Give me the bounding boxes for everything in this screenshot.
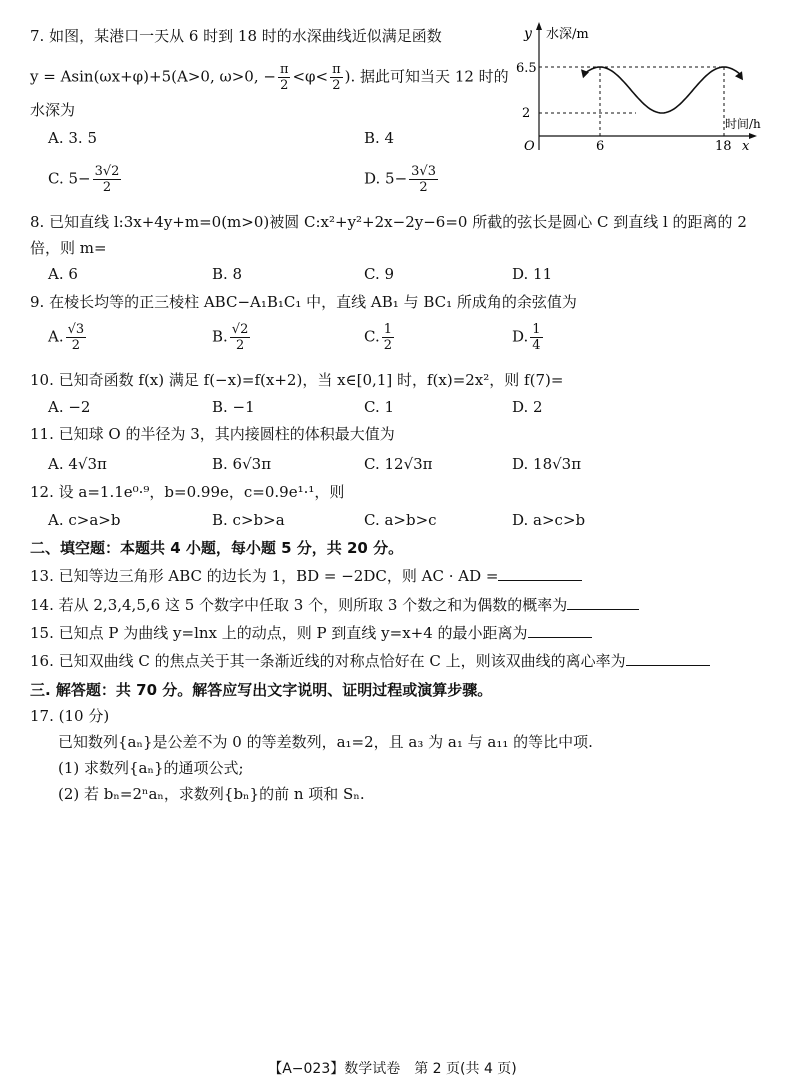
q15 [30, 623, 592, 643]
q7-option-d-num: 3√3 [411, 164, 436, 179]
q9-option-b-den: 2 [235, 338, 245, 353]
q7-fraction-right [330, 62, 343, 93]
q12-option-c[interactable]: C. a>b>c [364, 511, 437, 529]
q9-line1: 9. 在棱长均等的正三棱柱 ABC−A₁B₁C₁ 中，直线 AB₁ 与 BC₁ 所成角的余弦值为 [30, 293, 577, 311]
q16-text: 16. 已知双曲线 C 的焦点关于其一条渐近线的对称点恰好在 C 上，则该双曲线的离心率为 [30, 652, 626, 670]
q9-option-b-num: √2 [231, 322, 249, 337]
x-axis-label: x [742, 139, 750, 154]
q15-answer-blank[interactable] [528, 623, 592, 638]
q8-option-b[interactable]: B. 8 [212, 265, 243, 283]
q7-option-d-label: D. 5− [364, 169, 408, 188]
q7-line2 [30, 62, 509, 93]
q11-option-d[interactable]: D. 18√3π [512, 455, 582, 473]
q9-option-b[interactable] [212, 322, 252, 353]
q17-part1: (1) 求数列{aₙ}的通项公式; [58, 759, 244, 777]
q9-option-d-frac [530, 322, 542, 353]
q9-option-a-den: 2 [71, 338, 81, 353]
q7-option-b[interactable]: B. 4 [364, 129, 395, 147]
q14-answer-blank[interactable] [567, 595, 639, 610]
q10-option-a[interactable]: A. −2 [48, 398, 91, 416]
q10-option-b[interactable]: B. −1 [212, 398, 255, 416]
q9-option-b-frac [230, 322, 251, 353]
q8-line1: 8. 已知直线 l:3x+4y+m=0(m>0)被圆 C:x²+y²+2x−2y−6=0 所截的弦长是圆心 C 到直线 l 的距离的 2 [30, 213, 747, 231]
q17-line1: 已知数列{aₙ}是公差不为 0 的等差数列，a₁=2，且 a₃ 为 a₁ 与 a₁₁ 的等比中项. [58, 733, 593, 751]
q11-option-c[interactable]: C. 12√3π [364, 455, 433, 473]
x-axis-arrow [749, 133, 757, 139]
q9-option-a-num: √3 [67, 322, 85, 337]
q7-frac-right-num: π [332, 62, 341, 77]
q14-text: 14. 若从 2,3,4,5,6 这 5 个数字中任取 3 个，则所取 3 个数之和为偶数的概率为 [30, 596, 568, 614]
q9-option-c-label: C. [364, 327, 380, 346]
q14 [30, 595, 639, 615]
q12-option-b[interactable]: B. c>b>a [212, 511, 285, 529]
q8-option-a[interactable]: A. 6 [48, 265, 78, 283]
q7-frac-left-den: 2 [280, 78, 289, 93]
q10-option-d[interactable]: D. 2 [512, 398, 543, 416]
q9-option-a-frac [66, 322, 87, 353]
q7-option-c-num: 3√2 [94, 164, 120, 179]
q9-option-c-frac [382, 322, 394, 353]
y-tick-6-5: 6.5 [516, 61, 537, 76]
q9-option-d[interactable] [512, 322, 545, 353]
q7-function: y = Asin(ωx+φ)+5 [30, 67, 172, 86]
q7-option-d-den: 2 [419, 180, 428, 195]
q7-option-c-label: C. 5− [48, 169, 91, 188]
q9-option-a[interactable] [48, 322, 88, 353]
q7-option-d[interactable] [364, 164, 440, 195]
q8-option-d[interactable]: D. 11 [512, 265, 553, 283]
q15-text: 15. 已知点 P 为曲线 y=lnx 上的动点，则 P 到直线 y=x+4 的最小距离为 [30, 624, 528, 642]
y-axis-label: y [524, 26, 532, 42]
q10-line1: 10. 已知奇函数 f(x) 满足 f(−x)=f(x+2)，当 x∈[0,1] 时，f(x)=2x²，则 f(7)= [30, 371, 564, 389]
q7-frac-left-num: π [279, 62, 289, 77]
q7-option-c[interactable] [48, 164, 123, 195]
q7-condition: (A>0, ω>0, − [171, 67, 276, 86]
page-footer: 【A−023】数学试卷 第 2 页(共 4 页) [268, 1061, 517, 1077]
q13 [30, 566, 582, 586]
q8-line2: 倍，则 m= [30, 239, 107, 257]
x-tick-6: 6 [596, 139, 605, 154]
x-tick-18: 18 [715, 139, 732, 154]
origin-label: O [524, 139, 535, 154]
q7-option-c-frac [93, 164, 122, 195]
q13-answer-blank[interactable] [498, 566, 582, 581]
y-tick-2: 2 [522, 106, 531, 121]
q16 [30, 651, 710, 671]
q9-option-d-num: 1 [532, 322, 541, 337]
q7-line2-end: ). 据此可知当天 12 时的 [344, 67, 509, 86]
q11-option-b[interactable]: B. 6√3π [212, 455, 272, 473]
q9-option-c-num: 1 [383, 322, 392, 337]
sine-curve [584, 67, 740, 113]
q12-line1: 12. 设 a=1.1e⁰·⁹，b=0.99e，c=0.9e¹·¹，则 [30, 483, 345, 501]
q9-option-c[interactable] [364, 322, 396, 353]
q11-line1: 11. 已知球 O 的半径为 3，其内接圆柱的体积最大值为 [30, 425, 395, 443]
q7-option-a[interactable]: A. 3. 5 [48, 129, 97, 147]
q7-condition-mid: <φ< [292, 67, 329, 86]
q8-option-c[interactable]: C. 9 [364, 265, 395, 283]
q12-option-d[interactable]: D. a>c>b [512, 511, 586, 529]
section-2-heading: 二、填空题：本题共 4 小题，每小题 5 分，共 20 分。 [30, 539, 404, 557]
q9-option-b-label: B. [212, 327, 228, 346]
y-axis-unit: 水深/m [546, 27, 589, 42]
q7-line1: 7. 如图，某港口一天从 6 时到 18 时的水深曲线近似满足函数 [30, 27, 442, 45]
q17-part2: (2) 若 bₙ=2ⁿaₙ，求数列{bₙ}的前 n 项和 Sₙ. [58, 785, 365, 803]
section-3-heading: 三. 解答题：共 70 分。解答应写出文字说明、证明过程或演算步骤。 [30, 681, 493, 699]
q9-option-d-label: D. [512, 327, 529, 346]
q7-water-depth-graph [512, 18, 764, 158]
q9-option-d-den: 4 [532, 338, 541, 353]
q16-answer-blank[interactable] [626, 651, 710, 666]
q7-option-d-frac [409, 164, 438, 195]
x-axis-unit: 时间/h [725, 117, 761, 131]
q7-frac-right-den: 2 [332, 78, 341, 93]
q12-option-a[interactable]: A. c>a>b [48, 511, 121, 529]
q9-option-a-label: A. [48, 327, 64, 346]
y-axis-arrow [536, 22, 542, 30]
q10-option-c[interactable]: C. 1 [364, 398, 395, 416]
q7-fraction-left [278, 62, 291, 93]
q17-heading: 17. (10 分) [30, 707, 110, 725]
q11-option-a[interactable]: A. 4√3π [48, 455, 107, 473]
q13-text: 13. 已知等边三角形 ABC 的边长为 1，BD = −2DC，则 AC · AD = [30, 567, 499, 585]
q7-option-c-den: 2 [102, 180, 112, 195]
q7-line3: 水深为 [30, 101, 76, 119]
q9-option-c-den: 2 [383, 338, 392, 353]
